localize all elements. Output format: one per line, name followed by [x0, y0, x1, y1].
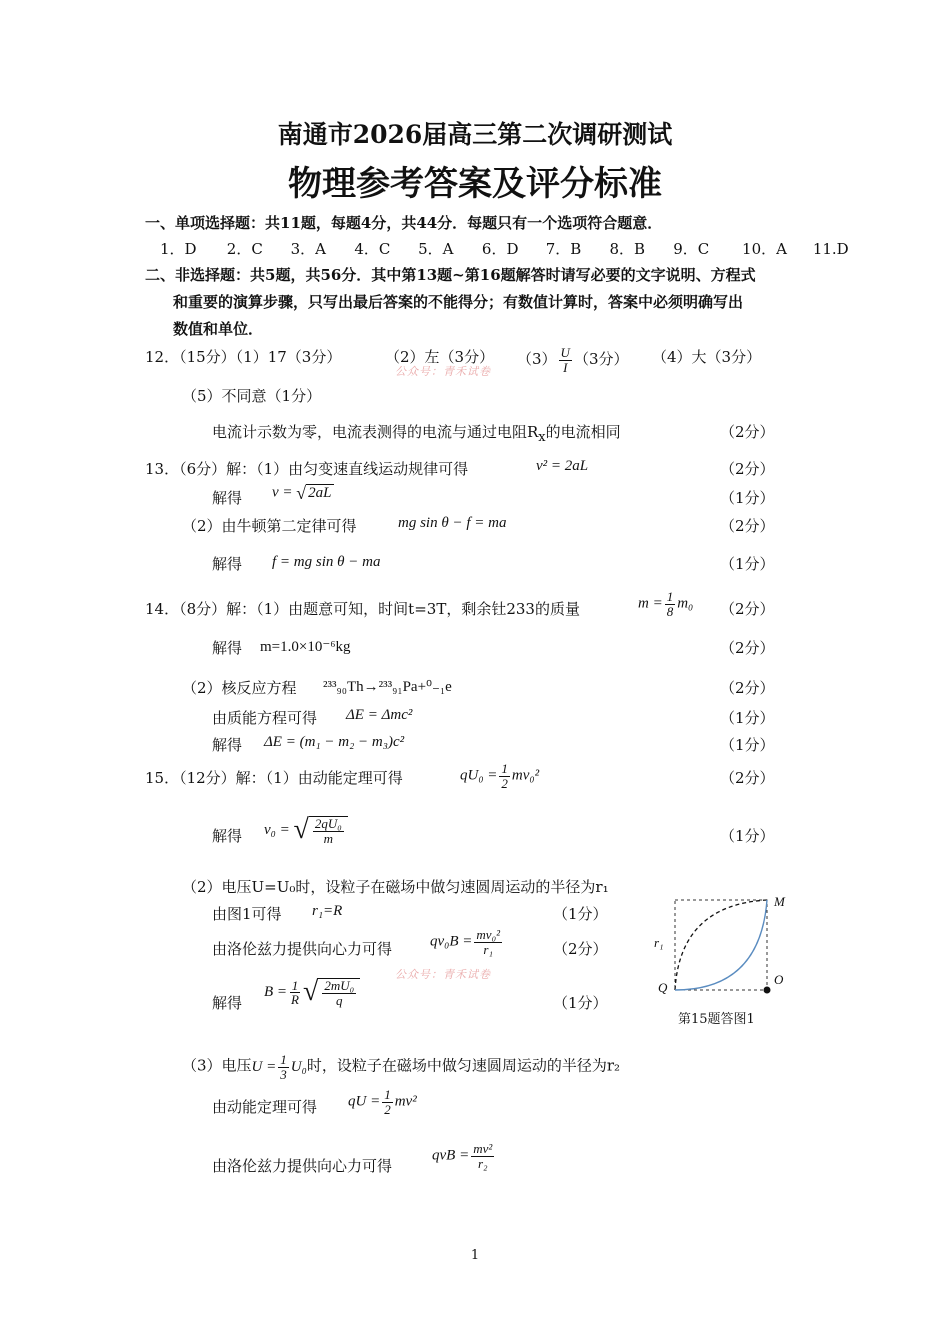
- q15-score4: （2分）: [553, 940, 608, 958]
- q15-part3-eq-left: U =: [251, 1058, 277, 1075]
- q15-eq6-frac-den: 2: [384, 1101, 391, 1117]
- exam-title: 南通市2026届高三第二次调研测试: [277, 120, 673, 149]
- q12-label: 12．（15分）（1）17（3分）: [145, 348, 342, 366]
- watermark-2: 公众号：青禾试卷: [395, 968, 491, 981]
- q13-eq2-radicand: 2aL: [308, 485, 332, 501]
- q14-score5: （1分）: [720, 736, 775, 754]
- q15-eq2-sqrt: √ $\frac{\text{2qU₀}}{m}$: [294, 816, 348, 845]
- q14-solve-label-2: 解得: [212, 736, 243, 754]
- q15-eq5-sqrt-frac: [322, 979, 356, 1007]
- q14-score4: （1分）: [720, 709, 775, 727]
- q15-eq7-frac-den: r₂: [477, 1155, 488, 1171]
- q12-fraction: [559, 346, 572, 374]
- q15-eq5-left: B =: [264, 984, 288, 1001]
- q14-label: 14．（8分）解：（1）由题意可知，时间t=3T，剩余钍233的质量: [145, 600, 580, 618]
- section2-heading-line2: 和重要的演算步骤，只写出最后答案的不能得分；有数值计算时，答案中必须明确写出: [173, 293, 744, 311]
- answer-11: 11.D: [812, 240, 849, 258]
- q15-part3-frac-den: 3: [280, 1066, 287, 1082]
- q15-eq5-sqrt-den: q: [336, 992, 343, 1008]
- q14-eq1-right: m₀: [677, 595, 694, 612]
- watermark: 公众号：青禾试卷: [395, 365, 491, 378]
- section2-heading-line1: 二、非选择题：共5题，共56分．其中第13题~第16题解答时请写必要的文字说明、方程式: [145, 266, 756, 284]
- figure-trajectory-arc: [675, 900, 767, 990]
- q14-eq5: ΔE = (m₁ − m₂ − m₃)c²: [264, 734, 405, 750]
- q15-eq7-frac: [471, 1142, 494, 1170]
- q15-part3-frac: [278, 1053, 289, 1081]
- q15-part3d: 由洛伦兹力提供向心力可得: [212, 1157, 393, 1175]
- q15-eq6-left: qU =: [348, 1093, 381, 1110]
- q15-eq5: [264, 978, 360, 1007]
- figure-label-q: Q: [658, 980, 668, 995]
- q12-part2: （2）左（3分）: [385, 348, 495, 366]
- section1-heading: 一、单项选择题：共11题，每题4分，共44分．每题只有一个选项符合题意．: [145, 214, 663, 232]
- q14-eq1-frac-den: 8: [666, 603, 674, 619]
- q13-score3: （2分）: [720, 517, 775, 535]
- q14-eq1: [638, 590, 693, 618]
- q12-reason: [212, 421, 621, 445]
- q15-eq3: r₁=R: [312, 903, 343, 919]
- q15-eq4-left: qv₀B =: [430, 933, 473, 950]
- q15-eq4-frac-den: r₁: [483, 941, 493, 957]
- q15-part2: （2）电压U=U₀时，设粒子在磁场中做匀速圆周运动的半径为r₁: [182, 878, 609, 896]
- q14-solve-label: 解得: [212, 639, 243, 657]
- q15-figure: [650, 890, 790, 1005]
- q15-eq7: [432, 1142, 496, 1170]
- q15-eq2-left: v₀ =: [264, 822, 290, 839]
- figure-center-dot: [764, 987, 771, 994]
- q13-score2: （1分）: [720, 489, 775, 507]
- q15-score2: （1分）: [720, 827, 775, 845]
- figure-caption: 第15题答图1: [678, 1012, 755, 1027]
- q14-eq4: ΔE = Δmc²: [346, 707, 413, 723]
- q15-eq2-frac-num: 2qU₀: [314, 816, 342, 831]
- q15-eq1-frac: [499, 762, 510, 790]
- q12-part4: （4）大（3分）: [652, 348, 762, 366]
- q15-eq5-frac: [289, 979, 301, 1007]
- q15-figure-svg: [650, 890, 790, 1005]
- answer-6: 6．D: [481, 240, 519, 258]
- q15-score1: （2分）: [720, 769, 775, 787]
- q13-solve-label: 解得: [212, 489, 243, 507]
- q14-part2: （2）核反应方程: [182, 679, 297, 697]
- q15-part3c: 由动能定理可得: [212, 1098, 318, 1116]
- q15-eq6-right: mv²: [394, 1093, 417, 1110]
- q13-eq2-left: v =: [272, 484, 293, 501]
- q15-eq2: [264, 816, 348, 845]
- answer-3: 3．A: [290, 240, 326, 258]
- choice-answers: [160, 238, 849, 259]
- answer-8: 8．B: [609, 240, 646, 258]
- q14-eq1-frac: [665, 590, 676, 618]
- figure-label-o: O: [774, 972, 784, 987]
- q14-score3: （2分）: [720, 679, 775, 697]
- q13-eq4: f = mg sin θ − ma: [272, 554, 381, 570]
- q12-part3-score: （3分）: [573, 350, 629, 369]
- q12-reason-end: 的电流相同: [545, 423, 621, 441]
- answer-5: 5．A: [418, 240, 454, 258]
- answer-key-title: 物理参考答案及评分标准: [288, 164, 662, 204]
- q12-score: （2分）: [720, 423, 775, 441]
- q15-eq1-right: mv₀²: [511, 767, 540, 784]
- answer-2: 2．C: [226, 240, 263, 258]
- q14-eq3: ²³³₉₀Th→²³³₉₁Pa+⁰₋₁e: [323, 679, 452, 695]
- q15-eq6-frac-num: 1: [384, 1087, 391, 1102]
- q15-eq5-frac-den: R: [291, 992, 299, 1008]
- q13-eq1: v² = 2aL: [536, 458, 589, 474]
- figure-dashed-arc: [675, 900, 767, 990]
- q12-part3-label: （3）: [517, 350, 557, 369]
- figure-label-r1: r₁: [654, 935, 664, 950]
- q14-eq1-frac-num: 1: [666, 589, 674, 604]
- q13-score4: （1分）: [720, 555, 775, 573]
- answer-4: 4．C: [354, 240, 391, 258]
- q15-score3: （1分）: [553, 905, 608, 923]
- q15-eq1-left: qU₀ =: [460, 767, 498, 784]
- answer-7: 7．B: [545, 240, 582, 258]
- q15-part3-eq: [251, 1052, 307, 1082]
- q12-part5: （5）不同意（1分）: [182, 387, 322, 405]
- q15-solve-label: 解得: [212, 827, 243, 845]
- q14-score1: （2分）: [720, 600, 775, 618]
- q13-part2: （2）由牛顿第二定律可得: [182, 517, 357, 535]
- q13-eq3: mg sin θ − f = ma: [398, 515, 507, 531]
- q15-part3-suffix: 时，设粒子在磁场中做匀速圆周运动的半径为r₂: [306, 1056, 621, 1075]
- q15-solve-label-2: 解得: [212, 994, 243, 1012]
- q14-eq2: m=1.0×10⁻⁶kg: [260, 639, 351, 655]
- q15-eq4: [430, 928, 504, 956]
- section2-heading-line3: 数值和单位．: [173, 320, 264, 338]
- q13-score1: （2分）: [720, 460, 775, 478]
- q12-reason-sub: x: [538, 430, 546, 445]
- q15-eq4-frac: [474, 928, 502, 956]
- q15-part3-eq-right: U₀: [290, 1058, 307, 1075]
- page-number: 1: [470, 1248, 480, 1263]
- q15-label: 15．（12分）解：（1）由动能定理可得: [145, 769, 403, 787]
- q15-part2b: 由洛伦兹力提供向心力可得: [212, 940, 393, 958]
- q15-eq4-frac-num: mv₀²: [476, 927, 500, 942]
- q15-eq1: [460, 762, 539, 790]
- q15-eq1-frac-den: 2: [501, 775, 508, 791]
- q13-eq2-sqrt: √ 2aL: [296, 483, 332, 503]
- figure-label-m: M: [774, 894, 785, 909]
- q15-eq5-sqrt: √ $\frac{\text{2mU₀}}{q}$: [303, 978, 360, 1007]
- q15-eq5-frac-num: 1: [291, 977, 299, 993]
- q15-score5: （1分）: [553, 994, 608, 1012]
- q15-eq5-sqrt-num: 2mU₀: [324, 978, 355, 993]
- q15-eq6: [348, 1088, 417, 1116]
- q13-label: 13．（6分）解：（1）由匀变速直线运动规律可得: [145, 460, 469, 478]
- q12-reason-text: 电流计示数为零，电流表测得的电流与通过电阻R: [212, 423, 539, 441]
- answer-1: 1．D: [160, 240, 197, 258]
- q13-solve-label-2: 解得: [212, 555, 243, 573]
- q15-eq2-frac: [313, 817, 344, 845]
- q12-part3: [517, 346, 628, 374]
- q15-eq7-left: qvB =: [432, 1147, 470, 1164]
- q15-part2a: 由图1可得: [212, 905, 282, 923]
- q13-eq2: [272, 484, 334, 502]
- figure-dashed-square: [675, 900, 767, 990]
- q12-frac-den: I: [563, 359, 568, 375]
- q15-eq6-frac: [382, 1088, 393, 1116]
- q15-part3-prefix: （3）电压: [182, 1056, 252, 1075]
- q15-eq1-frac-num: 1: [501, 761, 508, 776]
- answer-10: 10．A: [742, 240, 787, 258]
- q15-part3: [182, 1053, 620, 1081]
- answer-9: 9．C: [673, 240, 710, 258]
- q14-part3: 由质能方程可得: [212, 709, 318, 727]
- q12-frac-num: U: [560, 345, 570, 360]
- q15-eq7-frac-num: mv²: [473, 1141, 493, 1156]
- q14-eq1-left: m =: [638, 595, 663, 612]
- q15-eq2-frac-den: m: [323, 830, 334, 846]
- q14-score2: （2分）: [720, 639, 775, 657]
- q15-part3-frac-num: 1: [280, 1052, 287, 1067]
